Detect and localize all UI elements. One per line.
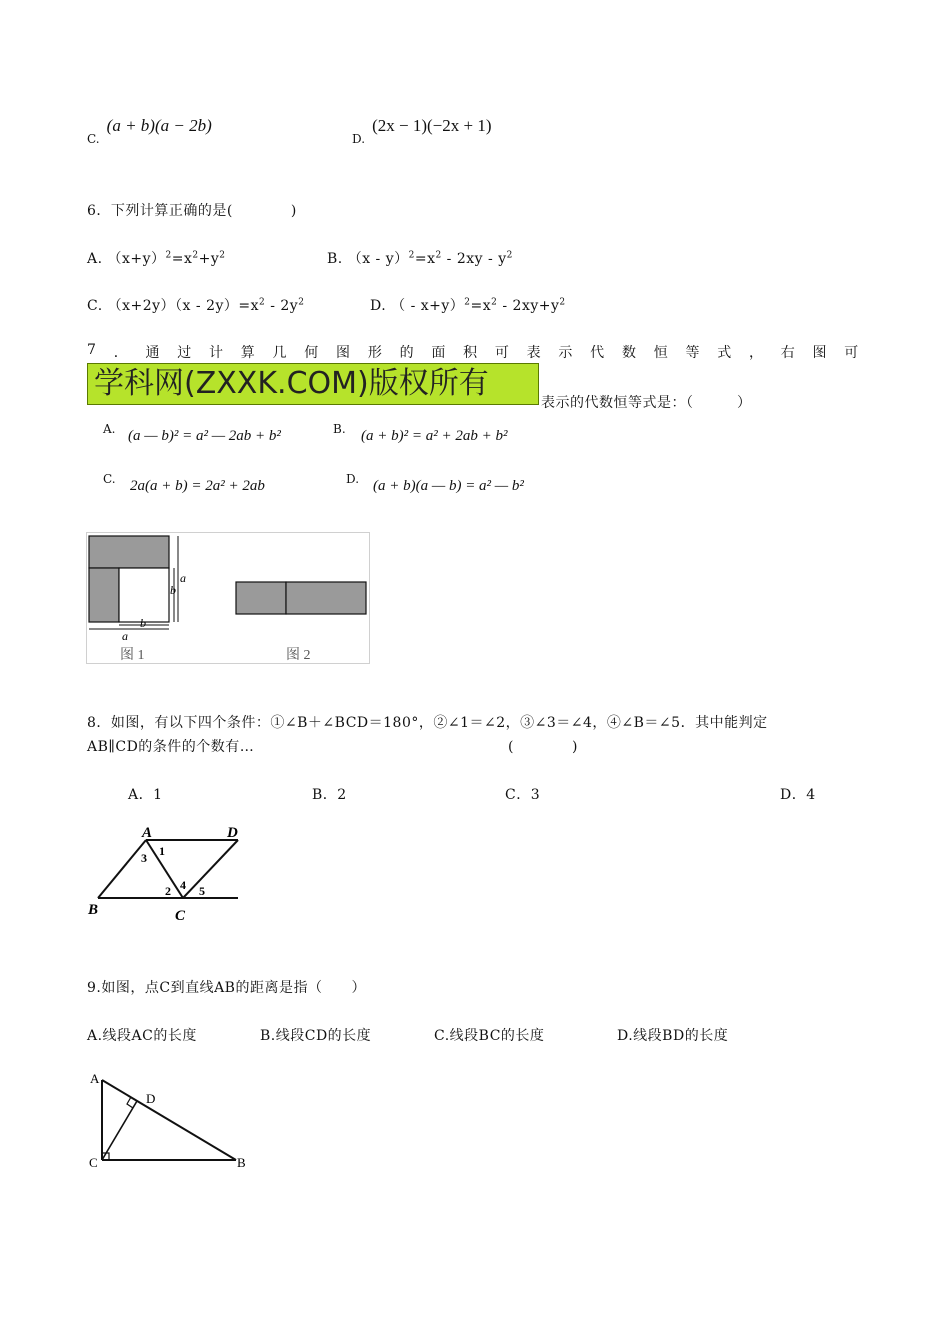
q5-option-c [87, 116, 212, 146]
q7-option-c [103, 468, 116, 487]
fig1-label-a-bottom: a [122, 629, 128, 643]
q7-option-c-label: C. [103, 472, 116, 486]
q6-option-d [370, 295, 566, 315]
q9-stem: 9.如图，点C到直线AB的距离是指（ ） [87, 980, 366, 996]
angle-4-label: 4 [180, 878, 186, 892]
q7-option-b-math: (a + b)² = a² + 2ab + b² [361, 428, 508, 444]
q6-c-end: - 2y [265, 298, 299, 314]
q7-stem-char: 式 [717, 345, 732, 361]
q9-option-a: A.线段AC的长度 [87, 1028, 197, 1044]
point-a-label: A [142, 825, 153, 841]
q7-stem-char: ． [113, 345, 129, 361]
q7-option-d-math: (a + b)(a — b) = a² — b² [373, 478, 524, 494]
q6-a-sup1: 2 [165, 250, 172, 261]
q6-a-sup2: 2 [192, 250, 199, 261]
q7-stem-char: 示 [558, 345, 573, 361]
q7-stem-char: 几 [272, 345, 288, 361]
segment-cd [102, 1101, 137, 1160]
q6-a-end: +y [198, 251, 220, 267]
point-d-label: D [227, 825, 238, 841]
q7-stem-char: 图 [336, 345, 351, 361]
watermark-banner: 学科网(ZXXK.COM)版权所有 [87, 363, 539, 405]
segment-ab [98, 840, 146, 898]
q7-stem-char: 数 [621, 345, 637, 361]
fig1-label-b-bottom: b [140, 616, 146, 630]
q7-stem-char: ， [749, 345, 764, 361]
q7-stem-char: 图 [812, 345, 828, 361]
q6-d-mid: =x [470, 298, 492, 314]
q6-d-sup1: 2 [464, 297, 471, 308]
q5-option-c-math: (a + b)(a − 2b) [106, 116, 212, 135]
q6-c-sup2: 2 [298, 297, 305, 308]
point-b-label: B [237, 1155, 246, 1170]
q8-option-c: C．3 [505, 787, 541, 803]
fig1-label-a-right: a [180, 571, 186, 585]
q6-a-sup3: 2 [219, 250, 226, 261]
q8-option-a: A．1 [128, 787, 163, 803]
fig1-left-strip [89, 568, 119, 622]
q6-b-sup3: 2 [506, 250, 513, 261]
q7-stem-char: 通 [145, 345, 160, 361]
q5-option-d-label: D. [352, 132, 366, 146]
q7-stem-char: 形 [367, 345, 383, 361]
q8-figure [86, 824, 246, 928]
q6-b-sup1: 2 [408, 250, 415, 261]
angle-5-label: 5 [199, 884, 205, 898]
angle-3-label: 3 [141, 851, 147, 865]
q7-stem-char: 代 [590, 345, 605, 361]
segment-cd [183, 840, 238, 898]
fig2-left-rect [236, 582, 286, 614]
q7-stem-char: 积 [463, 345, 478, 361]
q6-b-sup2: 2 [435, 250, 442, 261]
q7-stem-char: 等 [685, 345, 700, 361]
q9-option-d: D.线段BD的长度 [617, 1028, 729, 1044]
point-b-label: B [88, 902, 99, 918]
q7-stem-tail: 表示的代数恒等式是：（ ） [541, 395, 752, 411]
q6-option-b [327, 248, 513, 268]
q7-stem-char: 可 [844, 345, 859, 361]
q7-stem-char: 过 [177, 345, 192, 361]
q6-stem: 6．下列计算正确的是( ) [87, 203, 297, 219]
fig1-caption: 图 1 [120, 648, 145, 663]
q7-option-d-label: D. [346, 472, 360, 486]
q6-option-a [87, 248, 226, 268]
point-c-label: C [175, 908, 186, 924]
fig1-top-strip [89, 536, 169, 568]
segment-ab [102, 1080, 236, 1160]
q5-option-d-math: (2x − 1)(−2x + 1) [372, 116, 492, 135]
q7-stem-char: 的 [399, 345, 415, 361]
q7-stem-char: 右 [780, 345, 796, 361]
q7-stem-char: 何 [304, 345, 319, 361]
q6-b-pre: B. （x - y） [327, 251, 409, 267]
q6-a-pre: A. （x+y） [87, 251, 166, 267]
q6-option-c [87, 295, 304, 315]
fig1-white-square [119, 568, 169, 622]
q9-option-c: C.线段BC的长度 [434, 1028, 545, 1044]
q7-option-a [103, 418, 115, 437]
q7-option-c-math: 2a(a + b) = 2a² + 2ab [130, 478, 265, 494]
q9-option-b: B.线段CD的长度 [260, 1028, 372, 1044]
q7-option-b [333, 418, 346, 437]
fig2-right-rect [286, 582, 366, 614]
q6-a-mid: =x [171, 251, 193, 267]
q7-stem-char: 可 [494, 345, 510, 361]
point-d-label: D [146, 1091, 156, 1106]
angle-1-label: 1 [159, 844, 165, 858]
q8-stem-line2: AB∥CD的条件的个数有… [87, 739, 255, 755]
q5-option-d [352, 116, 492, 146]
q7-option-d [346, 468, 359, 487]
q6-b-end: - 2xy - y [441, 251, 507, 267]
point-c-label: C [89, 1155, 98, 1170]
q9-figure [86, 1066, 256, 1176]
q7-stem-char: 恒 [653, 345, 669, 361]
q7-option-a-math: (a — b)² = a² — 2ab + b² [128, 428, 281, 444]
q6-d-sup2: 2 [491, 297, 498, 308]
q7-stem-char: 算 [240, 345, 256, 361]
q7-figure [86, 532, 370, 664]
q7-option-b-label: B. [333, 422, 346, 436]
q8-answer-paren: ( ) [508, 739, 578, 755]
q5-option-c-label: C. [87, 132, 100, 146]
q7-stem-char: 计 [208, 345, 224, 361]
fig1-label-b-right: b [170, 583, 176, 597]
q6-d-sup3: 2 [559, 297, 566, 308]
q7-stem-char: 7 [87, 342, 97, 358]
q6-b-mid: =x [414, 251, 436, 267]
q8-option-b: B．2 [312, 787, 347, 803]
q6-d-end: - 2xy+y [497, 298, 560, 314]
q6-d-pre: D. （ - x+y） [370, 298, 465, 314]
q6-c-pre: C. （x+2y）（x - 2y）=x [87, 298, 260, 314]
point-a-label: A [90, 1071, 100, 1086]
q8-stem-line1: 8．如图，有以下四个条件：①∠B＋∠BCD＝180°，②∠1＝∠2，③∠3＝∠4，④∠B＝∠5．其中能判定 [87, 715, 768, 731]
q7-stem-char: 表 [526, 345, 542, 361]
angle-2-label: 2 [165, 884, 171, 898]
q7-stem-char: 面 [431, 345, 446, 361]
q8-option-d: D．4 [780, 787, 816, 803]
q7-option-a-label: A. [103, 422, 116, 436]
fig2-caption: 图 2 [286, 648, 311, 663]
q6-c-sup1: 2 [259, 297, 266, 308]
q7-stem-line1 [87, 342, 859, 362]
